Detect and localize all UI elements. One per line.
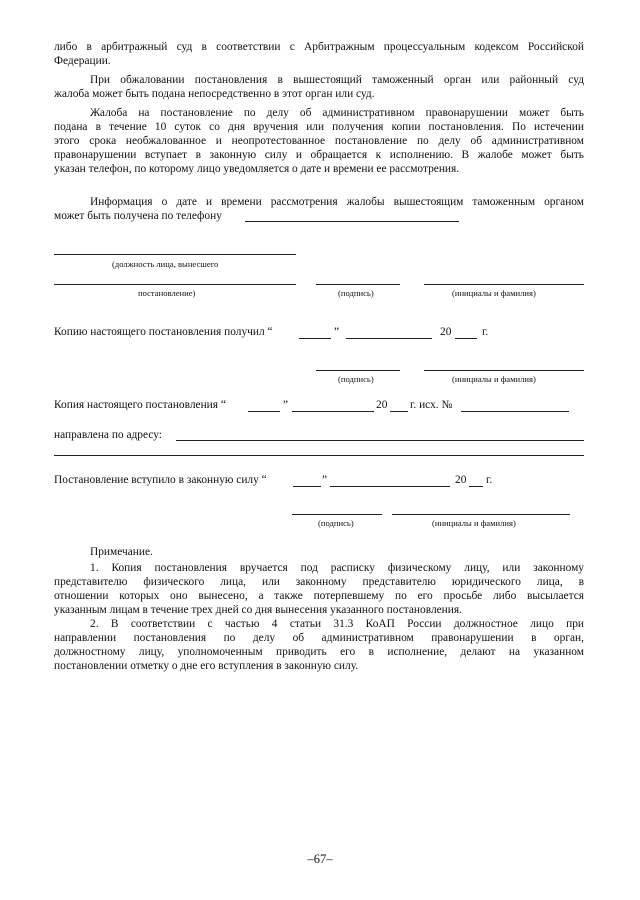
position-line-1[interactable] <box>54 254 296 255</box>
name-line-2[interactable] <box>424 370 584 371</box>
copy-sent-address-label: направлена по адресу: <box>54 429 162 441</box>
signature-line-2[interactable] <box>316 370 400 371</box>
note2-line1: 2. В соответствии с частью 4 статьи 31.3 КоАП России должностное лицо при <box>90 618 584 630</box>
copy-received-month-blank[interactable] <box>346 338 432 339</box>
intro-p3-line2: подана в течение 10 суток со дня вручения или получения копии постановления. По истечении <box>54 121 584 133</box>
position-label-2: постановление) <box>138 288 196 298</box>
page-number: –67– <box>307 852 333 866</box>
intro-p3-line5: указан телефон, по которому лицо уведомляется о дате и времени ее рассмотрения. <box>54 163 460 175</box>
name-label-2: (инициалы и фамилия) <box>452 374 536 384</box>
info-line2: может быть получена по телефону <box>54 210 222 222</box>
note2-line3: должностному лицу, уполномоченным приводить его в исполнение, делают на указанном <box>54 646 584 658</box>
effective-quote: ” <box>322 474 328 486</box>
copy-sent-text: Копия настоящего постановления “ <box>54 399 226 411</box>
info-line1: Информация о дате и времени рассмотрения жалобы вышестоящим таможенным органом <box>90 196 584 208</box>
copy-sent-quote: ” <box>283 399 289 411</box>
position-line-2[interactable] <box>54 284 296 285</box>
address-line-2[interactable] <box>54 455 584 456</box>
effective-month-blank[interactable] <box>330 486 450 487</box>
note1-line1: 1. Копия постановления вручается под расписку физическому лицу, или законному <box>90 562 584 574</box>
copy-sent-year-blank[interactable] <box>390 411 408 412</box>
intro-p1-line1: либо в арбитражный суд в соответствии с Арбитражным процессуальным кодексом Российской <box>54 41 584 53</box>
note2-line4: постановлении отметку о дне его вступления в законную силу. <box>54 660 359 672</box>
note1-line3: отношении которых оно вынесено, а также потерпевшему по его просьбе либо высылается <box>54 590 584 602</box>
copy-received-year-prefix: 20 <box>440 326 452 338</box>
intro-p1-line2: Федерации. <box>54 55 111 67</box>
signature-label-1: (подпись) <box>338 288 374 298</box>
effective-year-suffix: г. <box>486 474 493 486</box>
intro-p3-line4: правонарушении вступает в законную силу и обращается к исполнению. В жалобе может быть <box>54 149 584 161</box>
signature-line-3[interactable] <box>292 514 382 515</box>
effective-text: Постановление вступило в законную силу “ <box>54 474 267 486</box>
name-label-1: (инициалы и фамилия) <box>452 288 536 298</box>
name-line-3[interactable] <box>392 514 570 515</box>
name-line-1[interactable] <box>424 284 584 285</box>
address-line-1[interactable] <box>176 440 584 441</box>
copy-sent-day-blank[interactable] <box>248 411 280 412</box>
copy-received-year-blank[interactable] <box>455 338 477 339</box>
copy-sent-month-blank[interactable] <box>292 411 374 412</box>
note1-line4: указанным лицам в течение трех дней со дня вынесения указанного постановления. <box>54 604 462 616</box>
copy-received-year-suffix: г. <box>482 326 489 338</box>
intro-p3-line3: этого срока необжалованное и неопротестованное постановление по делу об административном <box>54 135 584 147</box>
effective-day-blank[interactable] <box>293 486 321 487</box>
effective-year-prefix: 20 <box>455 474 467 486</box>
name-label-3: (инициалы и фамилия) <box>432 518 516 528</box>
intro-p3-line1: Жалоба на постановление по делу об административном правонарушении может быть <box>90 107 584 119</box>
copy-received-quote: ” <box>334 326 340 338</box>
note1-line2: представителю физического лица, или законному представителю юридического лица, в <box>54 576 584 588</box>
intro-p2-line2: жалоба может быть подана непосредственно в этот орган или суд. <box>54 88 375 100</box>
signature-label-3: (подпись) <box>318 518 354 528</box>
effective-year-blank[interactable] <box>469 486 483 487</box>
signature-line-1[interactable] <box>316 284 400 285</box>
copy-sent-number-blank[interactable] <box>461 411 569 412</box>
copy-sent-out-no: г. исх. № <box>410 399 453 411</box>
note-title: Примечание. <box>90 546 153 558</box>
copy-received-day-blank[interactable] <box>299 338 331 339</box>
phone-blank[interactable] <box>245 221 459 222</box>
copy-sent-year-prefix: 20 <box>376 399 388 411</box>
intro-p2-line1: При обжаловании постановления в вышестоящий таможенный орган или районный суд <box>90 74 584 86</box>
copy-received-text: Копию настоящего постановления получил “ <box>54 326 273 338</box>
note2-line2: направлении постановления по делу об административном правонарушении в орган, <box>54 632 584 644</box>
position-label: (должность лица, вынесшего <box>112 259 219 269</box>
signature-label-2: (подпись) <box>338 374 374 384</box>
